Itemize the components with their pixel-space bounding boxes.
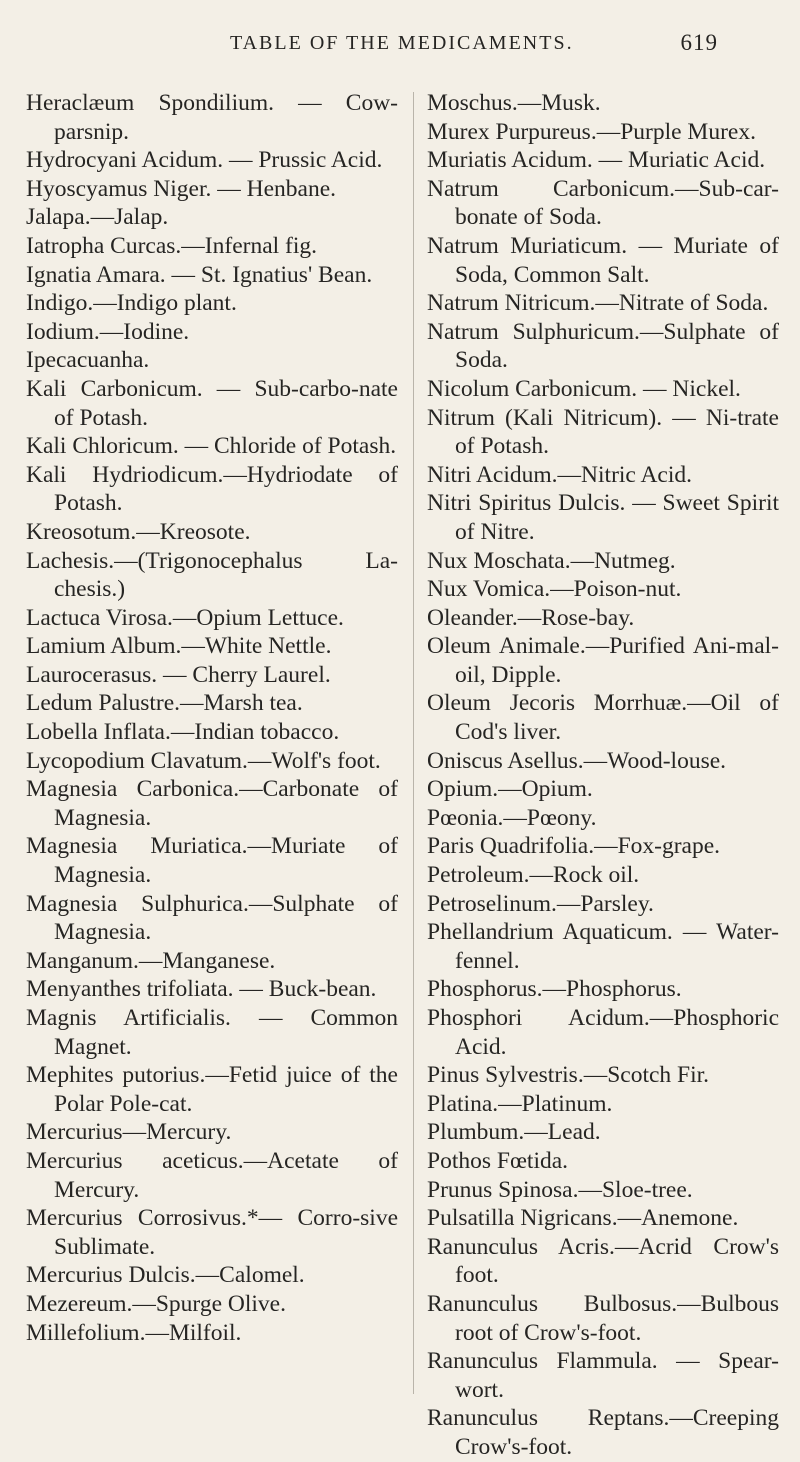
- entry-muriatis: Muriatis Acidum. — Muriatic Acid.: [427, 147, 766, 174]
- entry-petroselinum: Petroselinum.—Parsley.: [427, 890, 654, 917]
- entry-manganum: Manganum.—Manganese.: [26, 947, 276, 974]
- entry-poeonia: Pœonia.—Pœony.: [427, 804, 597, 831]
- entry-mercurius-aceticus: Mercurius aceticus.—Acetate of Mercury.: [26, 1147, 398, 1203]
- entry-paris: Paris Quadrifolia.—Fox-grape.: [427, 833, 721, 860]
- entry-indigo: Indigo.—Indigo plant.: [26, 290, 237, 317]
- entry-moschus: Moschus.—Musk.: [427, 90, 601, 116]
- right-column: [427, 89, 779, 1462]
- entry-mercurius-dulcis: Mercurius Dulcis.—Calomel.: [26, 1262, 305, 1289]
- left-column: [26, 89, 398, 1347]
- entry-ranunculus-bulbosus: Ranunculus Bulbosus.—Bulbous root of Crow's-foot.: [427, 1290, 779, 1346]
- entry-natrum-muriaticum: Natrum Muriaticum. — Muriate of Soda, Common Salt.: [427, 232, 779, 288]
- entry-lachesis: Lachesis.—(Trigonocephalus La-chesis.): [26, 547, 398, 603]
- entry-nux-vomica: Nux Vomica.—Poison-nut.: [427, 576, 682, 603]
- entry-nicolum: Nicolum Carbonicum. — Nickel.: [427, 375, 741, 402]
- entry-natrum-carbonicum: Natrum Carbonicum.—Sub-car-bonate of Soda.: [427, 175, 779, 231]
- entry-pinus: Pinus Sylvestris.—Scotch Fir.: [427, 1062, 710, 1089]
- entry-petroleum: Petroleum.—Rock oil.: [427, 862, 640, 889]
- entry-iodium: Iodium.—Iodine.: [26, 318, 190, 345]
- entry-ipecacuanha: Ipecacuanha.: [26, 347, 150, 374]
- entry-mercurius-corrosivus: Mercurius Corrosivus.*— Corro-sive Sublimate.: [26, 1205, 398, 1260]
- entry-oleum-jecoris: Oleum Jecoris Morrhuæ.—Oil of Cod's liver.: [427, 690, 779, 746]
- entry-ranunculus-acris: Ranunculus Acris.—Acrid Crow's foot.: [427, 1233, 779, 1289]
- entry-nux-moschata: Nux Moschata.—Nutmeg.: [427, 547, 676, 574]
- entry-kreosotum: Kreosotum.—Kreosote.: [26, 518, 251, 545]
- entry-jalapa: Jalapa.—Jalap.: [26, 204, 169, 231]
- entry-pulsatilla: Pulsatilla Nigricans.—Anemone.: [427, 1205, 739, 1232]
- column-divider: [413, 92, 414, 1394]
- entry-magnesia-carbonica: Magnesia Carbonica.—Carbonate of Magnesia.: [26, 776, 398, 831]
- entry-kali-carbonicum: Kali Carbonicum. — Sub-carbo-nate of Potash.: [26, 375, 398, 431]
- page-header: [0, 30, 800, 60]
- entry-millefolium: Millefolium.—Milfoil.: [26, 1319, 242, 1346]
- entry-lobella: Lobella Inflata.—Indian tobacco.: [26, 719, 340, 746]
- entry-phosphorus: Phosphorus.—Phosphorus.: [427, 976, 682, 1003]
- entry-lycopodium: Lycopodium Clavatum.—Wolf's foot.: [26, 747, 381, 774]
- entry-magnis: Magnis Artificialis. — Common Magnet.: [26, 1005, 398, 1060]
- entry-nitri-acidum: Nitri Acidum.—Nitric Acid.: [427, 461, 692, 488]
- entry-magnesia-muriatica: Magnesia Muriatica.—Muriate of Magnesia.: [26, 833, 398, 889]
- running-head: TABLE OF THE MEDICAMENTS.: [230, 32, 574, 54]
- entry-prunus: Prunus Spinosa.—Sloe-tree.: [427, 1176, 693, 1203]
- entry-kali-chloricum: Kali Chloricum. — Chloride of Potash.: [26, 433, 397, 460]
- entry-hyoscyamus: Hyoscyamus Niger. — Henbane.: [26, 175, 336, 202]
- entry-menyanthes: Menyanthes trifoliata. — Buck-bean.: [26, 976, 377, 1003]
- entry-plumbum: Plumbum.—Lead.: [427, 1119, 601, 1146]
- entry-natrum-sulphuricum: Natrum Sulphuricum.—Sulphate of Soda.: [427, 318, 779, 374]
- entry-magnesia-sulphurica: Magnesia Sulphurica.—Sulphate of Magnesia.: [26, 890, 398, 946]
- entry-lactuca: Lactuca Virosa.—Opium Lettuce.: [26, 604, 344, 631]
- entry-pothos: Pothos Fœtida.: [427, 1147, 569, 1174]
- entry-phellandrium: Phellandrium Aquaticum. — Water-fennel.: [427, 919, 779, 974]
- entry-oleum-animale: Oleum Animale.—Purified Ani-mal-oil, Dipple.: [427, 633, 779, 688]
- entry-ranunculus-reptans: Ranunculus Reptans.—Creeping Crow's-foot.: [427, 1405, 779, 1460]
- entry-mephites: Mephites putorius.—Fetid juice of the Polar Pole-cat.: [26, 1062, 398, 1117]
- entry-oniscus: Oniscus Asellus.—Wood-louse.: [427, 747, 727, 774]
- entry-laurocerasus: Laurocerasus. — Cherry Laurel.: [26, 661, 331, 688]
- entry-kali-hydriodicum: Kali Hydriodicum.—Hydriodate of Potash.: [26, 461, 398, 517]
- entry-mezereum: Mezereum.—Spurge Olive.: [26, 1290, 286, 1317]
- entry-hydrocyani: Hydrocyani Acidum. — Prussic Acid.: [26, 147, 383, 174]
- entry-ignatia: Ignatia Amara. — St. Ignatius' Bean.: [26, 261, 373, 288]
- entry-mercurius: Mercurius—Mercury.: [26, 1119, 232, 1146]
- entry-phosphori-acidum: Phosphori Acidum.—Phosphoric Acid.: [427, 1005, 779, 1060]
- entry-nitri-spiritus: Nitri Spiritus Dulcis. — Sweet Spirit of Nitre.: [427, 490, 779, 545]
- entry-ledum: Ledum Palustre.—Marsh tea.: [26, 690, 303, 717]
- entry-opium: Opium.—Opium.: [427, 776, 593, 803]
- entry-murex: Murex Purpureus.—Purple Murex.: [427, 118, 756, 145]
- entry-iatropha: Iatropha Curcas.—Infernal fig.: [26, 232, 318, 259]
- entry-heraclaeum: Heraclæum Spondilium. — Cow-parsnip.: [26, 90, 398, 145]
- entry-oleander: Oleander.—Rose-bay.: [427, 604, 635, 631]
- entry-ranunculus-flammula: Ranunculus Flammula. — Spear-wort.: [427, 1348, 779, 1403]
- entry-lamium: Lamium Album.—White Nettle.: [26, 633, 332, 660]
- entry-platina: Platina.—Platinum.: [427, 1090, 613, 1117]
- page-number: 619: [680, 30, 718, 55]
- entry-nitrum: Nitrum (Kali Nitricum). — Ni-trate of Potash.: [427, 404, 779, 460]
- entry-natrum-nitricum: Natrum Nitricum.—Nitrate of Soda.: [427, 290, 769, 317]
